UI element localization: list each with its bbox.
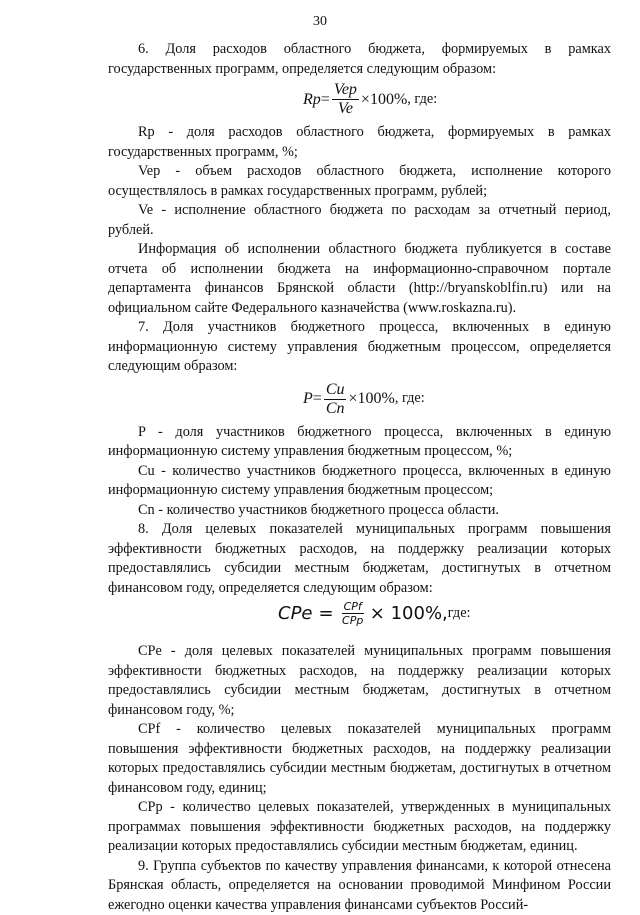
formula-rp-eq: = xyxy=(321,90,330,110)
document-body xyxy=(108,40,611,915)
formula-rp-numerator: Vep xyxy=(332,81,359,100)
paragraph-6: 6. Доля расходов областного бюджета, формируемых в рамках государственных программ, определяется следующим образом: xyxy=(108,40,611,79)
formula-cpe-eq: = xyxy=(319,604,334,624)
formula-p-fraction xyxy=(324,381,347,418)
definition-cpp: CPp - количество целевых показателей, утвержденных в муниципальных программах повышения эффективности бюджетных расходов, на поддержку реализации которых предоставлялись субсидии местным бюджетам, единиц. xyxy=(108,798,611,857)
paragraph-9: 9. Группа субъектов по качеству управления финансами, к которой отнесена Брянская область, определяется на основании проводимой Минфином России ежегодно оценки качества управления финансами субъектов Россий- xyxy=(108,857,611,915)
formula-p-denominator: Cn xyxy=(326,400,345,418)
paragraph-8: 8. Доля целевых показателей муниципальных программ повышения эффективности бюджетных расходов, на поддержку реализации которых предоставлялись субсидии местным бюджетам, достигнутых в отчетном финансовом году, определяется следующим образом: xyxy=(108,520,611,598)
definition-cn: Cn - количество участников бюджетного процесса области. xyxy=(108,501,611,521)
formula-rp-fraction xyxy=(332,81,359,118)
definition-cpe: CPe - доля целевых показателей муниципальных программ повышения эффективности бюджетных расходов, на поддержку реализации которых предоставлялись субсидии местным бюджетам, достигнутых в отчетном финансовом году, %; xyxy=(108,642,611,720)
formula-rp-denominator: Ve xyxy=(338,100,353,118)
formula-cpe-fraction xyxy=(342,600,364,627)
formula-cpe-lhs: CPe xyxy=(278,604,313,624)
definition-ve: Ve - исполнение областного бюджета по расходам за отчетный период, рублей. xyxy=(108,201,611,240)
formula-p-lhs: P xyxy=(303,389,313,409)
definition-rp: Rp - доля расходов областного бюджета, формируемых в рамках государственных программ, %; xyxy=(108,123,611,162)
formula-cpe xyxy=(108,598,611,642)
formula-cpe-denominator: CPp xyxy=(342,614,363,627)
formula-p-multiplier: ×100% xyxy=(348,389,394,409)
definition-cu: Cu - количество участников бюджетного процесса, включенных в единую информационную систему управления бюджетным процессом; xyxy=(108,462,611,501)
formula-p-where: , где: xyxy=(395,389,425,409)
formula-rp xyxy=(108,79,611,123)
formula-cpe-numerator: CPf xyxy=(342,600,364,614)
formula-cpe-where: где: xyxy=(448,604,471,624)
paragraph-info: Информация об исполнении областного бюджета публикуется в составе отчета об исполнении бюджета на информационно-справочном портале департамента финансов Брянской области (http://bryanskoblfin.ru) или на официальном сайте Федерального казначейства (www.roskazna.ru). xyxy=(108,240,611,318)
paragraph-7: 7. Доля участников бюджетного процесса, включенных в единую информационную систему управления бюджетным процессом, определяется следующим образом: xyxy=(108,318,611,377)
formula-p-eq: = xyxy=(313,389,322,409)
formula-rp-where: , где: xyxy=(407,90,437,110)
formula-rp-lhs: Rp xyxy=(303,90,321,110)
page-number: 30 xyxy=(0,14,640,30)
formula-cpe-multiplier: × 100%, xyxy=(370,604,448,624)
definition-p: P - доля участников бюджетного процесса, включенных в единую информационную систему управления бюджетным процессом, %; xyxy=(108,423,611,462)
formula-rp-multiplier: ×100% xyxy=(361,90,407,110)
definition-cpf: CPf - количество целевых показателей муниципальных программ повышения эффективности бюджетных расходов, на поддержку реализации которых предоставлялись субсидии местным бюджетам, достигнутых в отчетном финансовом году, единиц; xyxy=(108,720,611,798)
formula-p-numerator: Cu xyxy=(324,381,347,400)
formula-p xyxy=(108,377,611,423)
definition-vep: Vep - объем расходов областного бюджета, исполнение которого осуществлялось в рамках государственных программ, рублей; xyxy=(108,162,611,201)
